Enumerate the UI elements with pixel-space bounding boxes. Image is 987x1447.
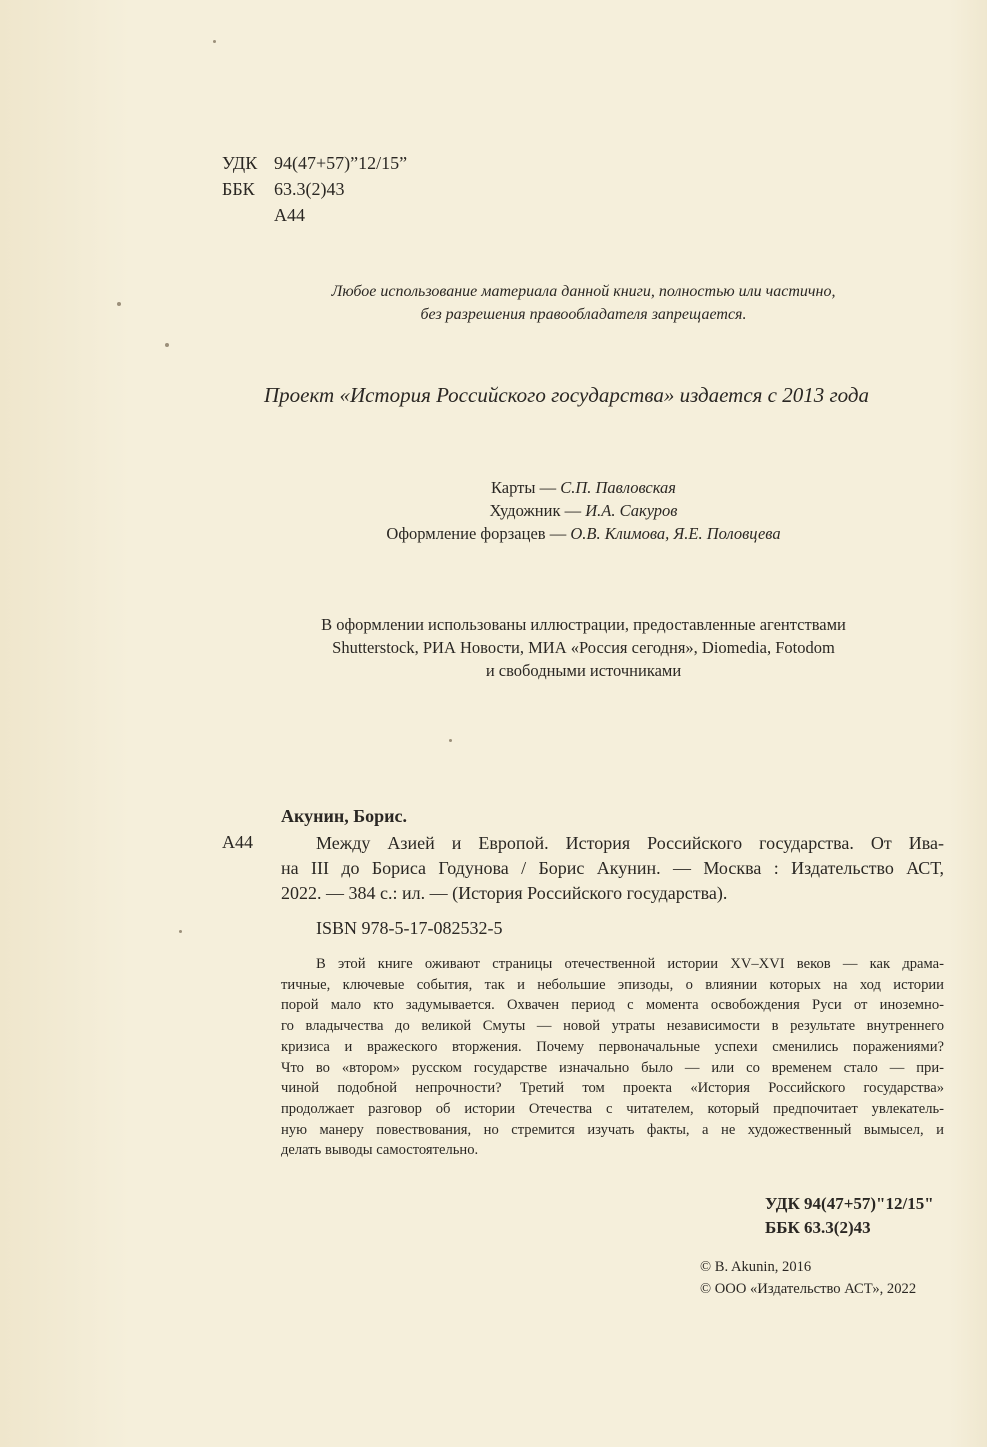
illustrations-line: Shutterstock, РИА Новости, МИА «Россия сегодня», Diomedia, Fotodom <box>332 638 835 657</box>
paper-speck <box>165 343 169 347</box>
illustrations-line: и свободными источниками <box>485 661 682 680</box>
isbn: ISBN 978-5-17-082532-5 <box>316 918 503 938</box>
catalog-code: А44 <box>222 832 253 852</box>
annotation-line: порой мало кто задумывается. Охвачен период с момента освобождения Руси от иноземно- <box>281 997 944 1014</box>
annotation-line: В этой книге оживают страницы отечественной истории XV–XVI веков — как драма- <box>316 956 944 972</box>
biblio-line: 2022. — 384 с.: ил. — (История Российского государства). <box>281 883 728 903</box>
bottom-bbk: ББК 63.3(2)43 <box>765 1218 871 1237</box>
annotation-line: продолжает разговор об истории Отечества с читателем, который предпочитает увлекатель- <box>281 1100 944 1117</box>
bottom-udk: УДК 94(47+57)"12/15" <box>765 1194 934 1213</box>
annotation <box>281 954 944 1161</box>
author-mark: А44 <box>274 205 305 225</box>
copyright-block <box>700 1256 916 1300</box>
paper-speck <box>213 40 216 43</box>
udk-value: 94(47+57)”12/15” <box>274 153 408 173</box>
annotation-line: кризиса и вражеского вторжения. Почему первоначальные успехи сменились поражениями? <box>281 1038 944 1055</box>
bbk-label: ББК <box>222 179 255 199</box>
udk-label: УДК <box>222 153 258 173</box>
illustrations-line: В оформлении использованы иллюстрации, предоставленные агентствами <box>321 615 846 634</box>
credit-artist: Художник — И.А. Сакуров <box>489 501 678 520</box>
catalog-author: Акунин, Борис. <box>281 806 407 826</box>
copyright-line: © B. Akunin, 2016 <box>700 1259 812 1275</box>
illustrations-credit <box>0 613 987 682</box>
classification-block <box>222 150 407 228</box>
paper-speck <box>449 739 452 742</box>
copyright-notice <box>0 280 987 326</box>
credit-endpapers: Оформление форзацев — О.В. Климова, Я.Е. Половцева <box>386 524 781 543</box>
credits-block <box>0 476 987 545</box>
notice-line: без разрешения правообладателя запрещается. <box>420 306 747 323</box>
project-line: Проект «История Российского государства» издается с 2013 года <box>264 383 870 407</box>
paper-speck <box>179 930 182 933</box>
notice-line: Любое использование материала данной книги, полностью или частично, <box>331 283 836 300</box>
biblio-line: на III до Бориса Годунова / Борис Акунин. — Москва : Издательство АСТ, <box>281 858 944 878</box>
bbk-value: 63.3(2)43 <box>274 179 345 199</box>
annotation-line: ную манеру повествования, но стремится изучать факты, а не художественный вымысел, и <box>281 1121 944 1138</box>
annotation-line: го владычества до великой Смуты — новой утраты независимости в результате внутреннего <box>281 1018 944 1035</box>
annotation-line: делать выводы самостоятельно. <box>281 1142 479 1159</box>
annotation-line: тичные, ключевые события, так и небольшие эпизоды, о влиянии которых на ход истории <box>281 976 944 993</box>
bottom-classification <box>765 1192 934 1240</box>
annotation-line: Что во «втором» русском государстве изначально было — или со временем стало — при- <box>281 1059 944 1076</box>
bibliographic-description <box>281 831 944 906</box>
copyright-line: © ООО «Издательство АСТ», 2022 <box>700 1281 917 1297</box>
biblio-line: Между Азией и Европой. История Российского государства. От Ива- <box>316 833 944 853</box>
annotation-line: чиной подобной непрочности? Третий том проекта «История Российского государства» <box>281 1080 944 1097</box>
credit-maps: Карты — С.П. Павловская <box>491 478 676 497</box>
